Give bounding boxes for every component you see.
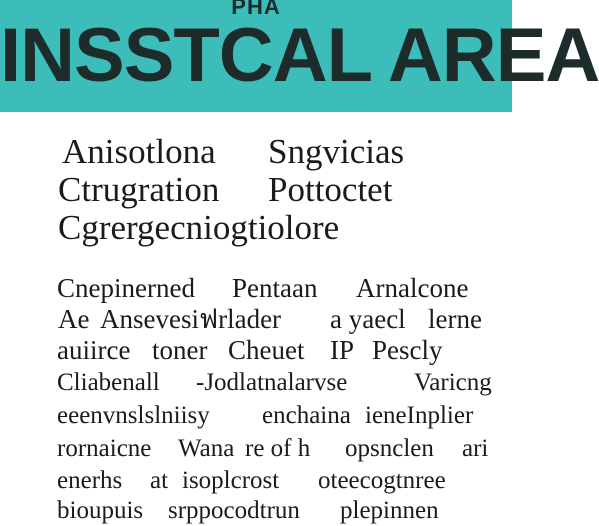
intro-line-2-left: Ctrugration — [58, 170, 220, 209]
body-line-2-a: Ae — [58, 304, 90, 334]
body-line-1-b: Pentaan — [232, 273, 318, 303]
intro-line-3: Cgrergecniogtiolore — [58, 208, 340, 247]
body-line-4-a: Cliabenall — [57, 369, 160, 396]
body-line-2-d: lerne — [428, 304, 482, 334]
body-line-6-a: rornaicne — [57, 435, 152, 462]
body-line-7-a: enerhs — [57, 467, 123, 494]
body-line-3-d: IP — [330, 335, 355, 365]
body-line-6-c: re of h — [245, 435, 311, 462]
body-line-3-c: Cheuet — [228, 335, 305, 365]
body-line-3-b: toner — [152, 335, 208, 365]
document-body — [0, 112, 512, 524]
body-line-8-a: bioupuis — [57, 497, 144, 524]
body-line-6-d: opsnclen — [345, 435, 434, 462]
title-banner — [0, 0, 599, 112]
body-line-1-a: Cnepinerned — [57, 273, 195, 303]
body-line-3-e: Pescly — [372, 335, 443, 365]
body-line-7-d: oteecogtnree — [318, 467, 446, 494]
body-line-4-b: -Jodlatnalarvse — [196, 369, 348, 396]
body-line-5-a: eeenvnslslniisy — [57, 402, 210, 429]
body-line-2-c: a yaecl — [330, 304, 406, 334]
body-line-5-c: ieneInplier — [365, 402, 474, 429]
banner-top-text: PHA — [231, 0, 281, 19]
intro-line-1-right: Sngvicias — [268, 132, 405, 171]
body-line-3-a: auiirce — [57, 335, 131, 365]
banner-title: INSSTCAL AREA — [0, 13, 599, 98]
body-line-1-c: Arnalcone — [356, 273, 469, 303]
intro-line-2-right: Pottoctet — [268, 170, 393, 209]
body-line-7-b: at — [150, 467, 169, 494]
body-line-7-c: isoplcrost — [182, 467, 280, 494]
body-line-8-c: plepinnen — [340, 497, 439, 524]
body-line-6-b: Wana — [178, 435, 235, 462]
body-line-2-b: Ansevesiฟrlader — [100, 304, 282, 334]
body-line-5-b: enchaina — [262, 402, 351, 429]
body-line-4-c: Varicng — [414, 369, 492, 396]
intro-line-1-left: Anisotlona — [62, 132, 216, 171]
body-line-6-e: ari — [462, 435, 489, 462]
body-line-8-b: srppocodtrun — [168, 497, 300, 524]
